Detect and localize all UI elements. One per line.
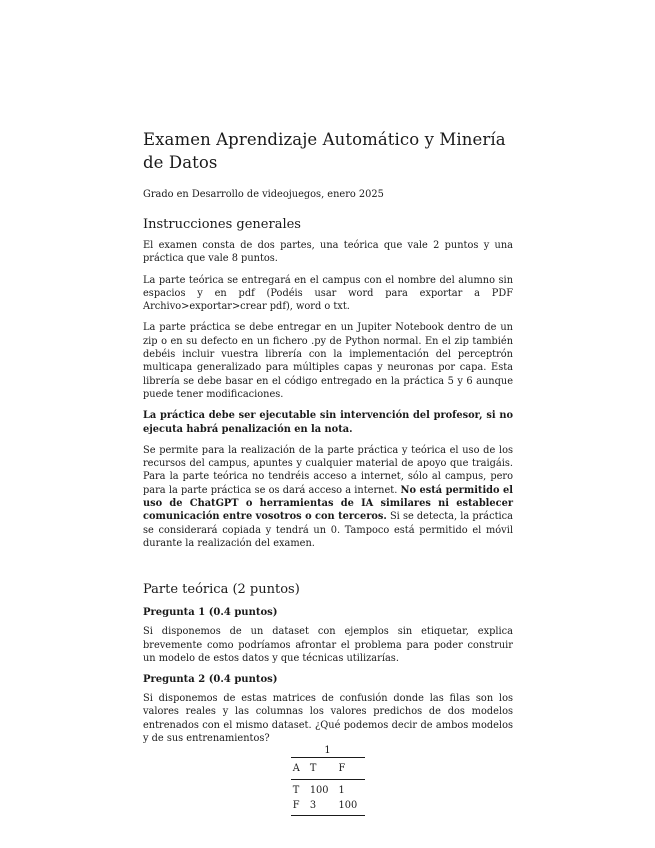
table-cell: 3 xyxy=(309,800,317,812)
instructions-paragraph-5 xyxy=(143,444,513,550)
question-2-heading: Pregunta 2 (0.4 puntos) xyxy=(143,674,278,686)
instructions-p5-bold: No está permitido el uso de ChatGPT o herramientas de IA similares ni establecer comunicación entre vosotros o con terceros. xyxy=(143,484,514,523)
confusion-matrix-table xyxy=(291,757,365,816)
document-title: Examen Aprendizaje Automático y Minería de Datos xyxy=(143,130,506,172)
instructions-paragraph-3: La parte práctica se debe entregar en un Jupiter Notebook dentro de un zip o en su defecto en un fichero .py de Python normal. En el zip también debéis incluir vuestra librería con la implementación del perceptrón multicapa generalizado para múltiples capas y neuronas por capa. Esta librería se debe basar en el código entregado en la práctica 5 y 6 aunque puede tener modificaciones. xyxy=(143,322,513,400)
table-header-cell: A xyxy=(292,763,300,775)
question-1-text: Si disponemos de un dataset con ejemplos sin etiquetar, explica brevemente como podríamos afrontar el problema para poder construir un modelo de estos datos y que técnicas utilizarías. xyxy=(143,626,513,664)
question-2-text: Si disponemos de estas matrices de confusión donde las filas son los valores reales y las columnas los valores predichos de dos modelos entrenados con el mismo dataset. ¿Qué podemos decir de ambos modelos y de sus entrenamientos? xyxy=(143,693,513,745)
table-header-row xyxy=(291,758,365,780)
table-row xyxy=(291,798,365,816)
table-header-cell: T xyxy=(309,763,317,775)
table-cell: 1 xyxy=(338,785,345,797)
instructions-p5-end: Si se detecta, la práctica se considerará copiada y tendrá un 0. Tampoco está permitido el móvil durante la realización del examen. xyxy=(143,511,513,549)
table-cell: 100 xyxy=(338,800,358,812)
table-cell: F xyxy=(292,800,300,812)
table-row xyxy=(291,780,365,799)
page-number: 1 xyxy=(324,745,331,756)
instructions-paragraph-1: El examen consta de dos partes, una teórica que vale 2 puntos y una práctica que vale 8 puntos. xyxy=(143,240,513,265)
question-1-heading: Pregunta 1 (0.4 puntos) xyxy=(143,607,278,619)
instructions-heading: Instrucciones generales xyxy=(143,217,301,232)
document-page xyxy=(143,128,513,816)
table-cell: 100 xyxy=(309,785,329,797)
table-header-cell: F xyxy=(338,763,346,775)
instructions-paragraph-2: La parte teórica se entregará en el campus con el nombre del alumno sin espacios y en pdf (Podéis usar word para exportar a PDF Archivo>exportar>crear pdf), word o txt. xyxy=(143,274,513,313)
theory-heading: Parte teórica (2 puntos) xyxy=(143,582,300,598)
table-cell: T xyxy=(292,785,300,797)
document-subtitle: Grado en Desarrollo de videojuegos, enero 2025 xyxy=(143,189,384,200)
instructions-p5-start: Se permite para la realización de la parte práctica y teórica el uso de los recursos del campus, apuntes y cualquier material de apoyo que traigáis. Para la parte teórica no tendréis acceso a internet, sólo al campus, pero para la parte práctica se os dará acceso a internet. xyxy=(143,444,513,496)
instructions-paragraph-4: La práctica debe ser ejecutable sin intervención del profesor, si no ejecuta habrá penalización en la nota. xyxy=(143,410,513,435)
